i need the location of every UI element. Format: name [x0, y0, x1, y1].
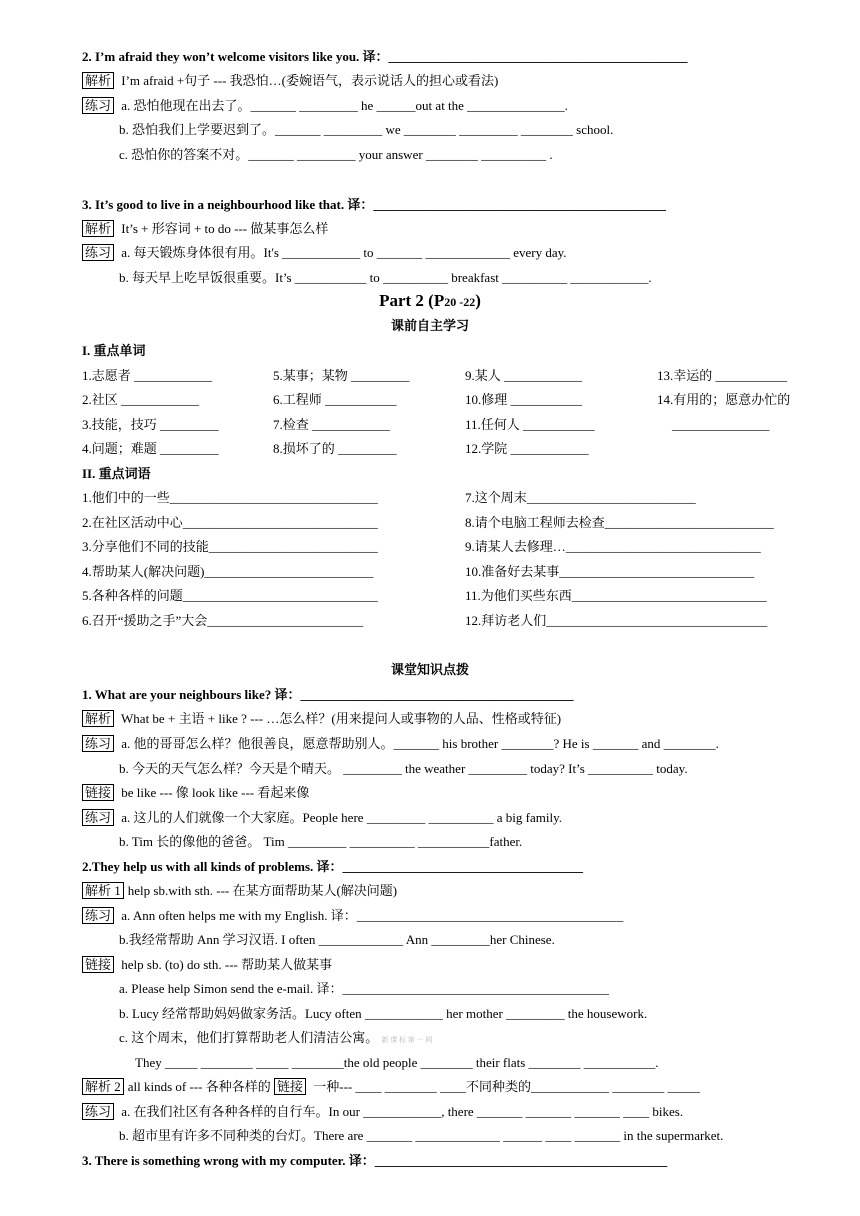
vocab-item: 11.任何人 ___________: [465, 417, 595, 432]
practice-item-b: b. 超市里有许多不同种类的台灯。There are _______ _____________ ______ ____ _______ in the supermarket.: [119, 1128, 724, 1143]
sentence-3-analysis: [82, 220, 328, 238]
q2-analysis-2: [82, 1078, 700, 1096]
practice-item-b: b. 每天早上吃早饭很重要。It’s ___________ to __________ breakfast __________ ____________.: [119, 270, 652, 285]
phrase-item: 10.准备好去某事______________________________: [465, 564, 755, 579]
q1-analysis: [82, 710, 561, 728]
practice-item-b: b. 恐怕我们上学要迟到了。_______ _________ we ________ _________ ________ school.: [119, 122, 614, 137]
phrase-item: 2.在社区活动中心______________________________: [82, 515, 378, 530]
phrase-item: 9.请某人去修理…______________________________: [465, 539, 761, 554]
vocab-item: 4.问题；难题 _________: [82, 441, 219, 456]
phrase-item: 4.帮助某人(解决问题)__________________________: [82, 564, 374, 579]
part-2-title: Part 2 (P20 -22): [379, 291, 481, 310]
practice-item-a: a. Ann often helps me with my English. 译：_________________________________________: [118, 908, 624, 923]
practice-item-a: a. 在我们社区有各种各样的自行车。In our ____________, there _______ _______ _______ ____ bikes.: [118, 1104, 684, 1119]
link-item-b: b. Lucy 经常帮助妈妈做家务活。Lucy often ____________ her mother _________ the housework.: [119, 1006, 648, 1021]
link-tag: 链接: [82, 956, 114, 973]
link-tag: 链接: [82, 784, 114, 801]
vocab-item: 10.修理 ___________: [465, 392, 583, 407]
vocab-item: 12.学院 ____________: [465, 441, 589, 456]
analysis-text: It’s + 形容词 + to do --- 做某事怎么样: [118, 221, 329, 236]
link-tag: 链接: [274, 1078, 306, 1095]
link-text: 一种--- ____ ________ ____不同种类的____________ ________ _____: [310, 1079, 701, 1094]
q2-analysis-1: [82, 882, 397, 900]
phrase-item: 3.分享他们不同的技能__________________________: [82, 539, 378, 554]
practice-tag: 练习: [82, 1103, 114, 1120]
q1-practice: [82, 735, 719, 753]
vocab-item: 7.检查 ____________: [273, 417, 391, 432]
q1-link: [82, 784, 309, 802]
analysis-text: I’m afraid +句子 --- 我恐怕…(委婉语气，表示说话人的担心或看法): [118, 73, 499, 88]
vocab-item: 14.有用的；愿意办忙的: [657, 392, 791, 407]
sentence-3-practice: [82, 244, 567, 262]
analysis-tag: 解析: [82, 710, 114, 727]
practice-tag: 练习: [82, 907, 114, 924]
link-item-c: c. 这个周末，他们打算帮助老人们清洁公寓。 新 课 标 第 一 网: [119, 1030, 433, 1045]
phrases-heading: II. 重点词语: [82, 466, 151, 481]
sentence-2-heading: 2. I’m afraid they won’t welcome visitors like you. 译：______________________________________________: [82, 49, 688, 64]
vocab-item: 6.工程师 ___________: [273, 392, 397, 407]
phrase-item: 5.各种各样的问题______________________________: [82, 588, 378, 603]
practice-tag: 练习: [82, 244, 114, 261]
link-item-a: a. Please help Simon send the e-mail. 译：_________________________________________: [119, 981, 609, 996]
q2-heading: 2.They help us with all kinds of problems. 译：_____________________________________: [82, 859, 584, 874]
q3-heading: 3. There is something wrong with my computer. 译：_____________________________________________: [82, 1153, 668, 1168]
practice-item-a: a. 他的哥哥怎么样？他很善良，愿意帮助别人。_______ his brother ________? He is _______ and ________.: [118, 736, 719, 751]
vocab-item: 9.某人 ____________: [465, 368, 583, 383]
practice-item-a: a. 这儿的人们就像一个大家庭。People here _________ __________ a big family.: [118, 810, 563, 825]
practice-tag: 练习: [82, 809, 114, 826]
sentence-2-analysis: [82, 72, 498, 90]
q2-practice-2: [82, 1103, 683, 1121]
analysis-text: help sb.with sth. --- 在某方面帮助某人(解决问题): [127, 883, 398, 898]
sentence-3-heading: 3. It’s good to live in a neighbourhood like that. 译：_____________________________________________: [82, 197, 666, 212]
practice-item-a: a. 恐怕他现在出去了。_______ _________ he ______out at the _______________.: [118, 98, 568, 113]
link-text: be like --- 像 look like --- 看起来像: [118, 785, 310, 800]
vocab-heading: I. 重点单词: [82, 343, 146, 358]
analysis-tag: 解析 2: [82, 1078, 124, 1095]
practice-item-c: c. 恐怕你的答案不对。_______ _________ your answer ________ __________ .: [119, 147, 553, 162]
vocab-item: 5.某事；某物 _________: [273, 368, 410, 383]
phrase-item: 6.召开“援助之手”大会________________________: [82, 613, 364, 628]
vocab-item: 1.志愿者 ____________: [82, 368, 213, 383]
analysis-tag: 解析: [82, 72, 114, 89]
link-text: help sb. (to) do sth. --- 帮助某人做某事: [118, 957, 333, 972]
self-study-subtitle: 课前自主学习: [390, 318, 469, 333]
classroom-title: 课堂知识点拨: [390, 662, 469, 677]
vocab-item: _______________: [672, 417, 770, 432]
phrase-item: 8.请个电脑工程师去检查__________________________: [465, 515, 774, 530]
vocab-item: 3.技能，技巧 _________: [82, 417, 219, 432]
vocab-item: 2.社区 ____________: [82, 392, 200, 407]
analysis-tag: 解析 1: [82, 882, 124, 899]
practice-item-b: b. 今天的天气怎么样？今天是个晴天。 _________ the weather _________ today? It’s __________ today.: [119, 761, 688, 776]
watermark: 新 课 标 第 一 网: [381, 1036, 433, 1044]
vocab-item: 8.损坏了的 _________: [273, 441, 397, 456]
link-item-c-answer: They _____ ________ _____ ________the old people ________ their flats ________ ___________.: [135, 1055, 659, 1070]
phrase-item: 1.他们中的一些________________________________: [82, 490, 378, 505]
sentence-2-practice: [82, 97, 568, 115]
q2-practice: [82, 907, 623, 925]
analysis-text: What be + 主语 + like ? --- …怎么样？(用来提问人或事物的人品、性格或特征): [118, 711, 562, 726]
practice-item-a: a. 每天锻炼身体很有用。It's ____________ to _______ _____________ every day.: [118, 245, 567, 260]
analysis-text: all kinds of --- 各种各样的: [127, 1079, 274, 1094]
phrase-item: 12.拜访老人们__________________________________: [465, 613, 768, 628]
analysis-tag: 解析: [82, 220, 114, 237]
q1-heading: 1. What are your neighbours like? 译：__________________________________________: [82, 687, 574, 702]
phrase-item: 11.为他们买些东西______________________________: [465, 588, 767, 603]
q1-practice-2: [82, 809, 562, 827]
vocab-item: 13.幸运的 ___________: [657, 368, 788, 383]
phrase-item: 7.这个周末__________________________: [465, 490, 696, 505]
practice-tag: 练习: [82, 97, 114, 114]
practice-tag: 练习: [82, 735, 114, 752]
practice-item-b: b.我经常帮助 Ann 学习汉语. I often _____________ Ann _________her Chinese.: [119, 932, 555, 947]
practice-item-b: b. Tim 长的像他的爸爸。 Tim _________ __________ ___________father.: [119, 834, 523, 849]
q2-link: [82, 956, 332, 974]
